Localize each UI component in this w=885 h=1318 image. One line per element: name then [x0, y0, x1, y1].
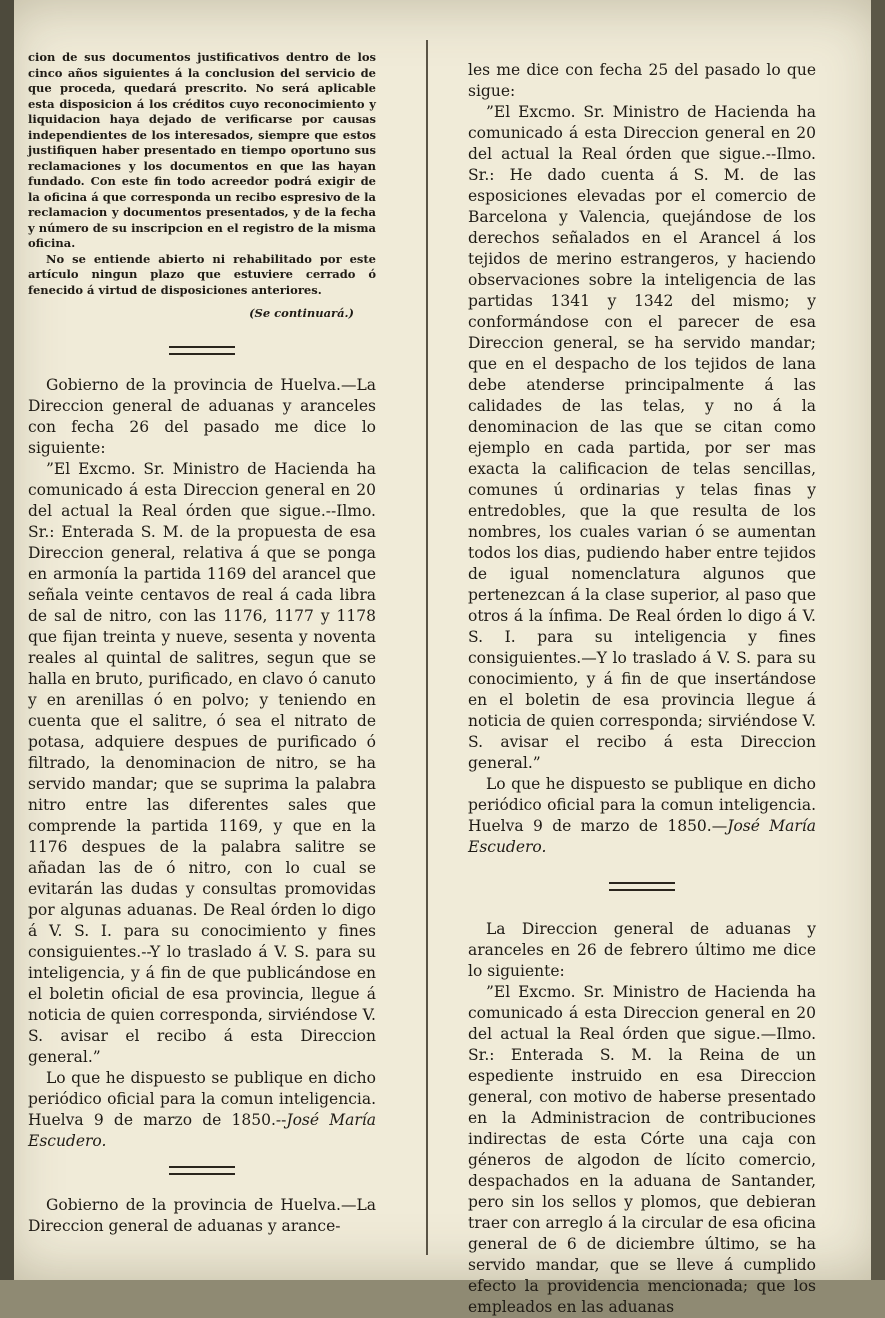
continued-note: (Se continuará.) — [249, 306, 354, 320]
article-1-signature: José María Escudero. — [28, 1110, 376, 1150]
article-2-opening: les me dice con fecha 25 del pasado lo que sigue: — [468, 61, 816, 100]
article-1-body: ”El Excmo. Sr. Ministro de Hacienda ha comunicado á esta Direccion general en 20 del actual la Real órden que sigue.--Ilmo. Sr.: Enterada S. M. de la propuesta de esa Direccion general, relativa á que se ponga en armonía la partida 1169 del arancel que señala veinte centavos de real á cada libra de sal de nitro, con las 1176, 1177 y 1178 que fijan treinta y nueve, sesenta y noventa reales al quintal de salitres, segun que se halla en bruto, purificado, en clavo ó canuto y en arenillas ó en polvo; y teniendo en cuenta que el salitre, ó sea el nitrato de potasa, adquiere despues de purificado ó filtrado, la denominacion de nitro, se ha servido mandar; que se suprima la palabra nitro entre las diferentes sales que comprende la partida 1169, y que en la 1176 despues de la palabra salitre se añadan las de ó nitro, con lo cual se evitarán las dudas y consultas promovidas por algunas aduanas. De Real órden lo digo á V. S. I. para su conocimiento y fines consiguientes.--Y lo traslado á V. S. para su inteligencia, y á fin de que publicándose en el boletin oficial de esa provincia, llegue á noticia de quien corresponda, sirviéndose V. S. avisar el recibo á esta Direccion general.” — [28, 459, 376, 1066]
fragment-paragraph-1: cion de sus documentos justificativos dentro de los cinco años siguientes á la conclusion del servicio de que proceda, quedará prescrito. No será aplicable esta disposicion á los créditos cuyo reconocimiento y liquidacion haya dejado de verificarse por causas independientes de los interesados, siempre que estos justifiquen haber presentado en tiempo oportuno sus reclamaciones y los documentos en que las hayan fundado. Con este fin todo acreedor podrá exigir de la oficina á que corresponda un recibo espresivo de la reclamacion y documentos presentados, y de la fecha y número de su inscripcion en el registro de la misma oficina. — [28, 50, 376, 250]
article-1-closing: Lo que he dispuesto se publique en dicho periódico oficial para la comun inteligencia. Huelva 9 de marzo de 1850.--José María Escudero. — [28, 1068, 376, 1150]
article-2-body: ”El Excmo. Sr. Ministro de Hacienda ha comunicado á esta Direccion general en 20 del actual la Real órden que sigue.--Ilmo. Sr.: He dado cuenta á S. M. de las esposiciones elevadas por el comercio de Barcelona y Valencia, quejándose de los derechos señalados en el Arancel á los tejidos de merino estrangeros, y haciendo observaciones sobre la inteligencia de las partidas 1341 y 1342 del mismo; y conformándose con el parecer de esa Direccion general, se ha servido mandar; que en el despacho de los tejidos de lana debe atenderse principalmente á las calidades de las telas, y no á la denominacion de las que se citan como ejemplo en cada partida, por ser mas exacta la calificacion de telas sencillas, comunes ú ordinarias y telas finas y entredobles, que la que resulta de los nombres, los cuales varian ó se aumentan todos los dias, pudiendo haber entre tejidos de igual nomenclatura algunos que pertenezcan á la clase superior, al paso que otros á la ínfima. De Real órden lo digo á V. S. I. para su inteligencia y fines consiguientes.—Y lo traslado á V. S. para su conocimiento, y á fin de que insertándose en el boletin de esa provincia llegue á noticia de quien corresponda; sirviéndose V. S. avisar el recibo á esta Direccion general.” — [468, 103, 816, 772]
fragment-paragraph-2: No se entiende abierto ni rehabilitado por este artículo ningun plazo que estuviere cerrado ó fenecido á virtud de disposiciones anteriores. — [28, 251, 376, 297]
column-divider — [426, 40, 428, 1255]
article-2-header: Gobierno de la provincia de Huelva.—La Direccion general de aduanas y arance- — [28, 1195, 376, 1235]
article-2-signature: José María Escudero. — [468, 817, 816, 856]
article-3-header: La Direccion general de aduanas y aranceles en 26 de febrero último me dice lo siguiente: — [468, 920, 816, 980]
page-edge-left — [0, 0, 14, 1280]
section-rule — [169, 1166, 235, 1175]
article-3-body: ”El Excmo. Sr. Ministro de Hacienda ha comunicado á esta Direccion general en 20 del actual la Real órden que sigue.—Ilmo. Sr.: Enterada S. M. la Reina de un espediente instruido en esa Direccion general, con motivo de haberse presentado en la Administracion de contribuciones indirectas de esta Córte una caja con géneros de algodon de lícito comercio, despachados en la aduana de Santander, pero sin los sellos y plomos, que debieran traer con arreglo á la circular de esa oficina general de 6 de diciembre último, se ha servido mandar, que se lleve á cumplido efecto la providencia mencionada; que los empleados en las aduanas — [468, 983, 816, 1316]
section-rule — [169, 346, 235, 355]
page-edge-right — [871, 0, 885, 1280]
right-column — [468, 0, 816, 1318]
article-1-header: Gobierno de la provincia de Huelva.—La Direccion general de aduanas y aranceles con fecha 26 del pasado me dice lo siguiente: — [28, 375, 376, 457]
article-2-closing: Lo que he dispuesto se publique en dicho periódico oficial para la comun inteligencia. Huelva 9 de marzo de 1850.—José María Escudero. — [468, 775, 816, 856]
left-column — [28, 0, 376, 1237]
section-rule — [609, 882, 675, 891]
